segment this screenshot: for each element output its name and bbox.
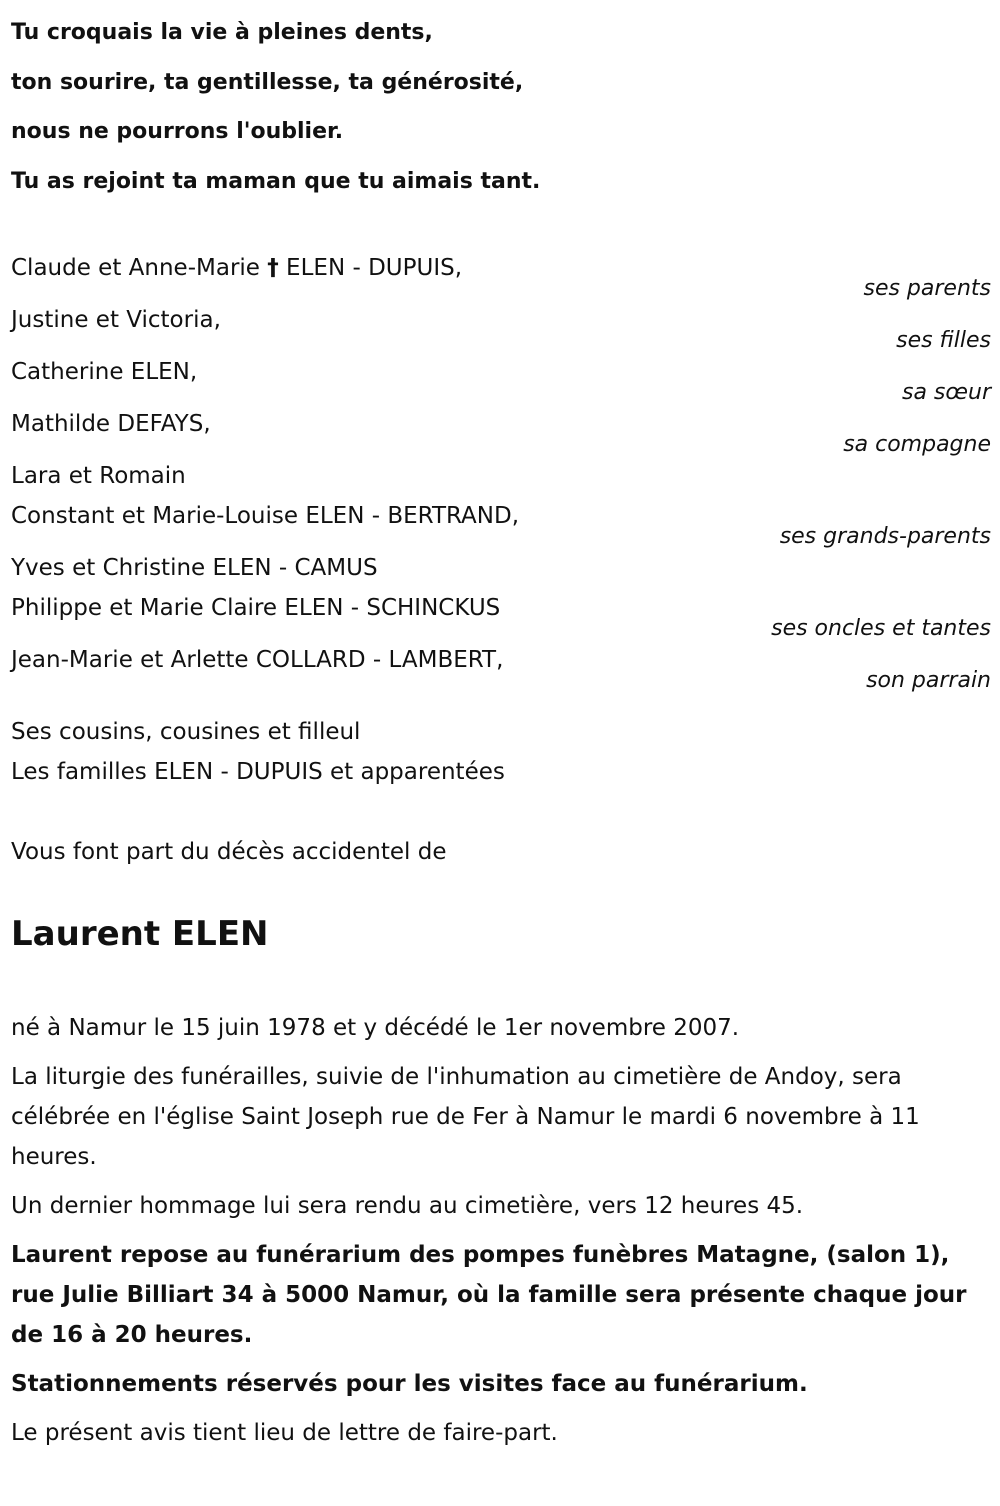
parking: Stationnements réservés pour les visites face au funérarium. bbox=[11, 1371, 808, 1397]
family-line: Philippe et Marie Claire ELEN - SCHINCKUS bbox=[11, 595, 501, 621]
cross-icon: † bbox=[267, 255, 279, 281]
family-role: ses parents bbox=[863, 276, 991, 301]
family-entry-uncles-aunts bbox=[11, 548, 991, 640]
family-name-part: ELEN - DUPUIS, bbox=[278, 255, 463, 281]
family-entry-godfather bbox=[11, 640, 991, 692]
poem-line: Tu croquais la vie à pleines dents, bbox=[11, 20, 433, 45]
family-line: Jean-Marie et Arlette COLLARD - LAMBERT, bbox=[11, 647, 504, 673]
family-line: Les familles ELEN - DUPUIS et apparentées bbox=[11, 759, 505, 785]
family-entry-grandparents bbox=[11, 456, 991, 548]
family-role: sa sœur bbox=[902, 380, 991, 405]
poem-line: nous ne pourrons l'oublier. bbox=[11, 119, 344, 144]
family-entry-partner bbox=[11, 404, 991, 456]
family-role: ses oncles et tantes bbox=[771, 616, 991, 641]
obituary-page bbox=[11, 0, 991, 1462]
family-line: Constant et Marie-Louise ELEN - BERTRAND, bbox=[11, 503, 519, 529]
family-entry-sister bbox=[11, 352, 991, 404]
birth-death: né à Namur le 15 juin 1978 et y décédé le 1er novembre 2007. bbox=[11, 1015, 740, 1041]
poem bbox=[11, 8, 991, 206]
family-role: son parrain bbox=[866, 668, 991, 693]
liturgy: La liturgie des funérailles, suivie de l'inhumation au cimetière de Andoy, sera célébrée en l'église Saint Joseph rue de Fer à Namur le mardi 6 novembre à 11 heures. bbox=[11, 1064, 920, 1170]
family-line: Lara et Romain bbox=[11, 463, 186, 489]
deceased-name: Laurent ELEN bbox=[11, 914, 269, 954]
family-line: Justine et Victoria, bbox=[11, 307, 221, 333]
announcement: Vous font part du décès accidentel de bbox=[11, 839, 447, 865]
family-line: Ses cousins, cousines et filleul bbox=[11, 719, 361, 745]
family-name-part: Claude et Anne-Marie bbox=[11, 255, 268, 281]
family-line: Yves et Christine ELEN - CAMUS bbox=[11, 555, 378, 581]
family-role: sa compagne bbox=[843, 432, 991, 457]
family-role: ses grands-parents bbox=[779, 524, 991, 549]
family-line: Mathilde DEFAYS, bbox=[11, 411, 211, 437]
homage: Un dernier hommage lui sera rendu au cimetière, vers 12 heures 45. bbox=[11, 1193, 804, 1219]
poem-line: Tu as rejoint ta maman que tu aimais tant. bbox=[11, 168, 541, 194]
family-list bbox=[11, 248, 991, 792]
notice: Le présent avis tient lieu de lettre de faire-part. bbox=[11, 1420, 558, 1446]
poem-line: ton sourire, ta gentillesse, ta générosité, bbox=[11, 69, 524, 95]
funerarium: Laurent repose au funérarium des pompes funèbres Matagne, (salon 1), rue Julie Billiart 34 à 5000 Namur, où la famille sera présente chaque jour de 16 à 20 heures. bbox=[11, 1242, 967, 1348]
family-entry-cousins bbox=[11, 712, 991, 792]
family-entry-daughters bbox=[11, 300, 991, 352]
details bbox=[11, 1008, 991, 1453]
family-role: ses filles bbox=[896, 328, 991, 353]
family-entry-parents bbox=[11, 248, 991, 300]
family-line: Catherine ELEN, bbox=[11, 359, 198, 385]
